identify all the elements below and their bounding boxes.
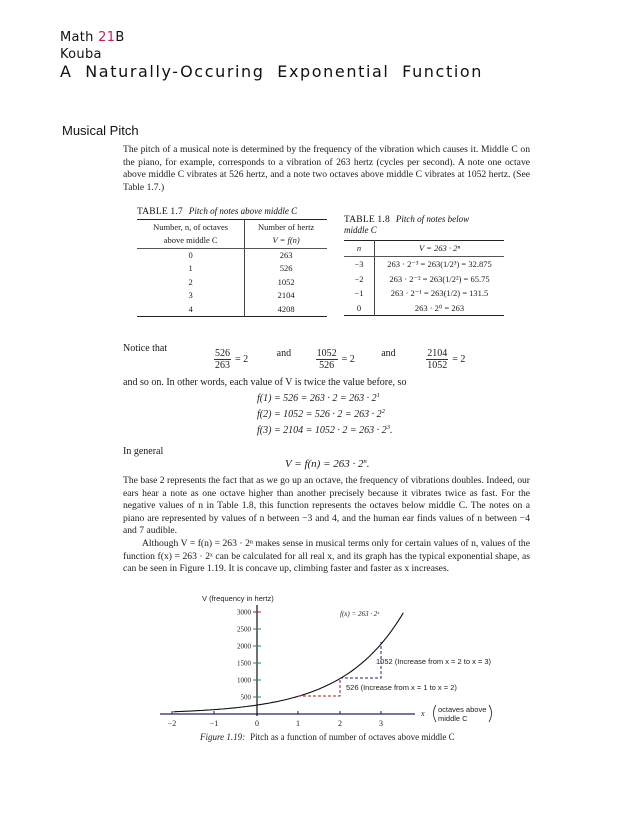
- cell-n: 4: [137, 303, 245, 317]
- period: .: [366, 458, 370, 470]
- exponent: 2: [381, 408, 385, 415]
- curve-label: f(x) = 263 · 2ˣ: [340, 610, 380, 618]
- table-label: TABLE 1.7: [137, 207, 183, 217]
- table-caption-text: Pitch of notes above middle C: [188, 206, 298, 216]
- equation-body: f(2) = 1052 = 526 · 2 = 263 · 2: [257, 409, 382, 420]
- cell-n: −2: [344, 272, 375, 287]
- cell-n: 0: [137, 249, 245, 263]
- equals-two: = 2: [452, 354, 466, 365]
- numerator: 526: [215, 348, 230, 359]
- svg-text:1000: 1000: [237, 676, 251, 685]
- x-axis-variable: x: [421, 709, 425, 718]
- x-axis-label-line1: octaves above: [438, 705, 487, 714]
- figure-caption: [200, 732, 455, 742]
- although-paragraph: Although V = f(n) = 263 · 2ⁿ makes sense in musical terms only for certain values of n, values of the function f(x) = 263 · 2ˣ can be calculated for all real x, and its graph has the typical exponential shape, as can be seen in Figure 1.19. It is concave up, climbing faster and faster as x increases.: [123, 538, 530, 575]
- cell-v: 263: [279, 250, 293, 260]
- table-caption-text: Pitch of notes below: [395, 214, 470, 224]
- svg-text:3: 3: [379, 719, 383, 728]
- handout-title: A Naturally-Occuring Exponential Function: [60, 62, 483, 81]
- y-axis-label: V (frequency in hertz): [202, 594, 274, 603]
- exponential-curve: [173, 613, 403, 712]
- svg-text:1: 1: [296, 719, 300, 728]
- and-word: and: [276, 348, 292, 359]
- equation-body: V = f(n) = 263 · 2: [285, 458, 364, 470]
- column-header-n: n: [344, 241, 375, 257]
- cell-v: 263 · 2⁻¹ = 263(1/2) = 131.5: [390, 288, 489, 298]
- cell-v: 2104: [277, 290, 295, 301]
- header-line: Number of hertz: [258, 222, 315, 232]
- svg-text:1500: 1500: [237, 659, 251, 668]
- header-line: V = f(n): [272, 235, 300, 245]
- cell-v: 1052: [277, 276, 295, 287]
- equation-body: f(3) = 2104 = 1052 · 2 = 263 · 2: [257, 425, 387, 436]
- notice-text: Notice that: [123, 343, 168, 354]
- equals-two: = 2: [235, 354, 249, 365]
- numerator: 1052: [316, 348, 337, 359]
- cell-n: −3: [344, 257, 375, 272]
- svg-text:500: 500: [240, 693, 251, 702]
- increase-526-marker: [298, 678, 340, 696]
- left-paren: [434, 705, 437, 722]
- svg-text:3000: 3000: [237, 608, 251, 617]
- cell-n: 3: [137, 289, 245, 302]
- table-label: TABLE 1.8: [344, 215, 390, 225]
- and-word: and: [381, 348, 396, 359]
- svg-text:2000: 2000: [237, 642, 251, 651]
- annotation-1052: 1052 (Increase from x = 2 to x = 3): [376, 657, 492, 666]
- course-prefix: Math: [60, 30, 99, 45]
- figure-caption-text: Pitch as a function of number of octaves above middle C: [250, 732, 455, 742]
- course-number: 21: [98, 30, 116, 45]
- denominator: 1052: [427, 360, 448, 371]
- right-paren: [489, 705, 492, 722]
- svg-text:2: 2: [338, 719, 342, 728]
- in-general-text: In general: [123, 446, 164, 457]
- denominator: 526: [319, 360, 335, 371]
- svg-text:0: 0: [255, 719, 259, 728]
- cell-v: 263 · 2⁰ = 263: [414, 302, 465, 313]
- period: .: [389, 425, 393, 436]
- cell-n: 2: [137, 276, 245, 289]
- svg-text:−2: −2: [167, 719, 177, 728]
- x-axis-label-line2: middle C: [438, 714, 468, 723]
- intro-paragraph: The pitch of a musical note is determined by the frequency of the vibration which causes it. Middle C on the piano, for example, corresponds to a vibration of 263 hertz (cycles per second). A note one octave above middle C vibrates at 526 hertz, and a note two octaves above middle C vibrates at 1052 hertz. (See Table 1.7.): [123, 144, 530, 193]
- cell-n: 0: [344, 301, 375, 316]
- equation-body: f(1) = 526 = 263 · 2 = 263 · 2: [257, 393, 377, 404]
- exponent: n: [363, 458, 367, 465]
- exponent: 3: [386, 424, 390, 431]
- cell-v: 263 · 2⁻² = 263(1/2²) = 65.75: [389, 273, 490, 284]
- exponent: 1: [376, 392, 380, 399]
- table-caption-text: middle C: [344, 225, 377, 235]
- header-line: Number, n, of octaves: [153, 222, 229, 232]
- header-line: above middle C: [163, 235, 218, 245]
- annotation-526: 526 (Increase from x = 1 to x = 2): [346, 683, 457, 692]
- course-suffix: B: [115, 30, 125, 45]
- cell-v: 526: [279, 263, 293, 274]
- cell-n: −1: [344, 286, 375, 301]
- increase-1052-marker: [340, 642, 381, 678]
- cell-n: 1: [137, 262, 245, 275]
- column-header-v: V = 263 · 2ⁿ: [375, 241, 505, 257]
- svg-text:−1: −1: [209, 719, 219, 728]
- cell-v: 263 · 2⁻³ = 263(1/2³) = 32.875: [387, 259, 492, 269]
- svg-text:2500: 2500: [237, 625, 251, 634]
- cell-v: 4208: [277, 303, 295, 314]
- numerator: 2104: [427, 348, 448, 359]
- equals-two: = 2: [341, 354, 355, 365]
- denominator: 263: [215, 360, 230, 371]
- so-on-text: and so on. In other words, each value of V is twice the value before, so: [123, 377, 407, 388]
- author-name: Kouba: [60, 47, 102, 62]
- section-title: Musical Pitch: [62, 123, 139, 138]
- base-paragraph: The base 2 represents the fact that as we go up an octave, the frequency of vibrations doubles. Indeed, our ears hear a note as one octave higher than another precisely because it vibrates twice as fast. For the negative values of n in Table 1.8, this function represents the octaves below middle C. The notes on a piano are represented by values of n between −3 and 4, and the human ear finds values of n between −4 and 7 audible.: [123, 475, 530, 537]
- figure-label: Figure 1.19:: [200, 732, 246, 742]
